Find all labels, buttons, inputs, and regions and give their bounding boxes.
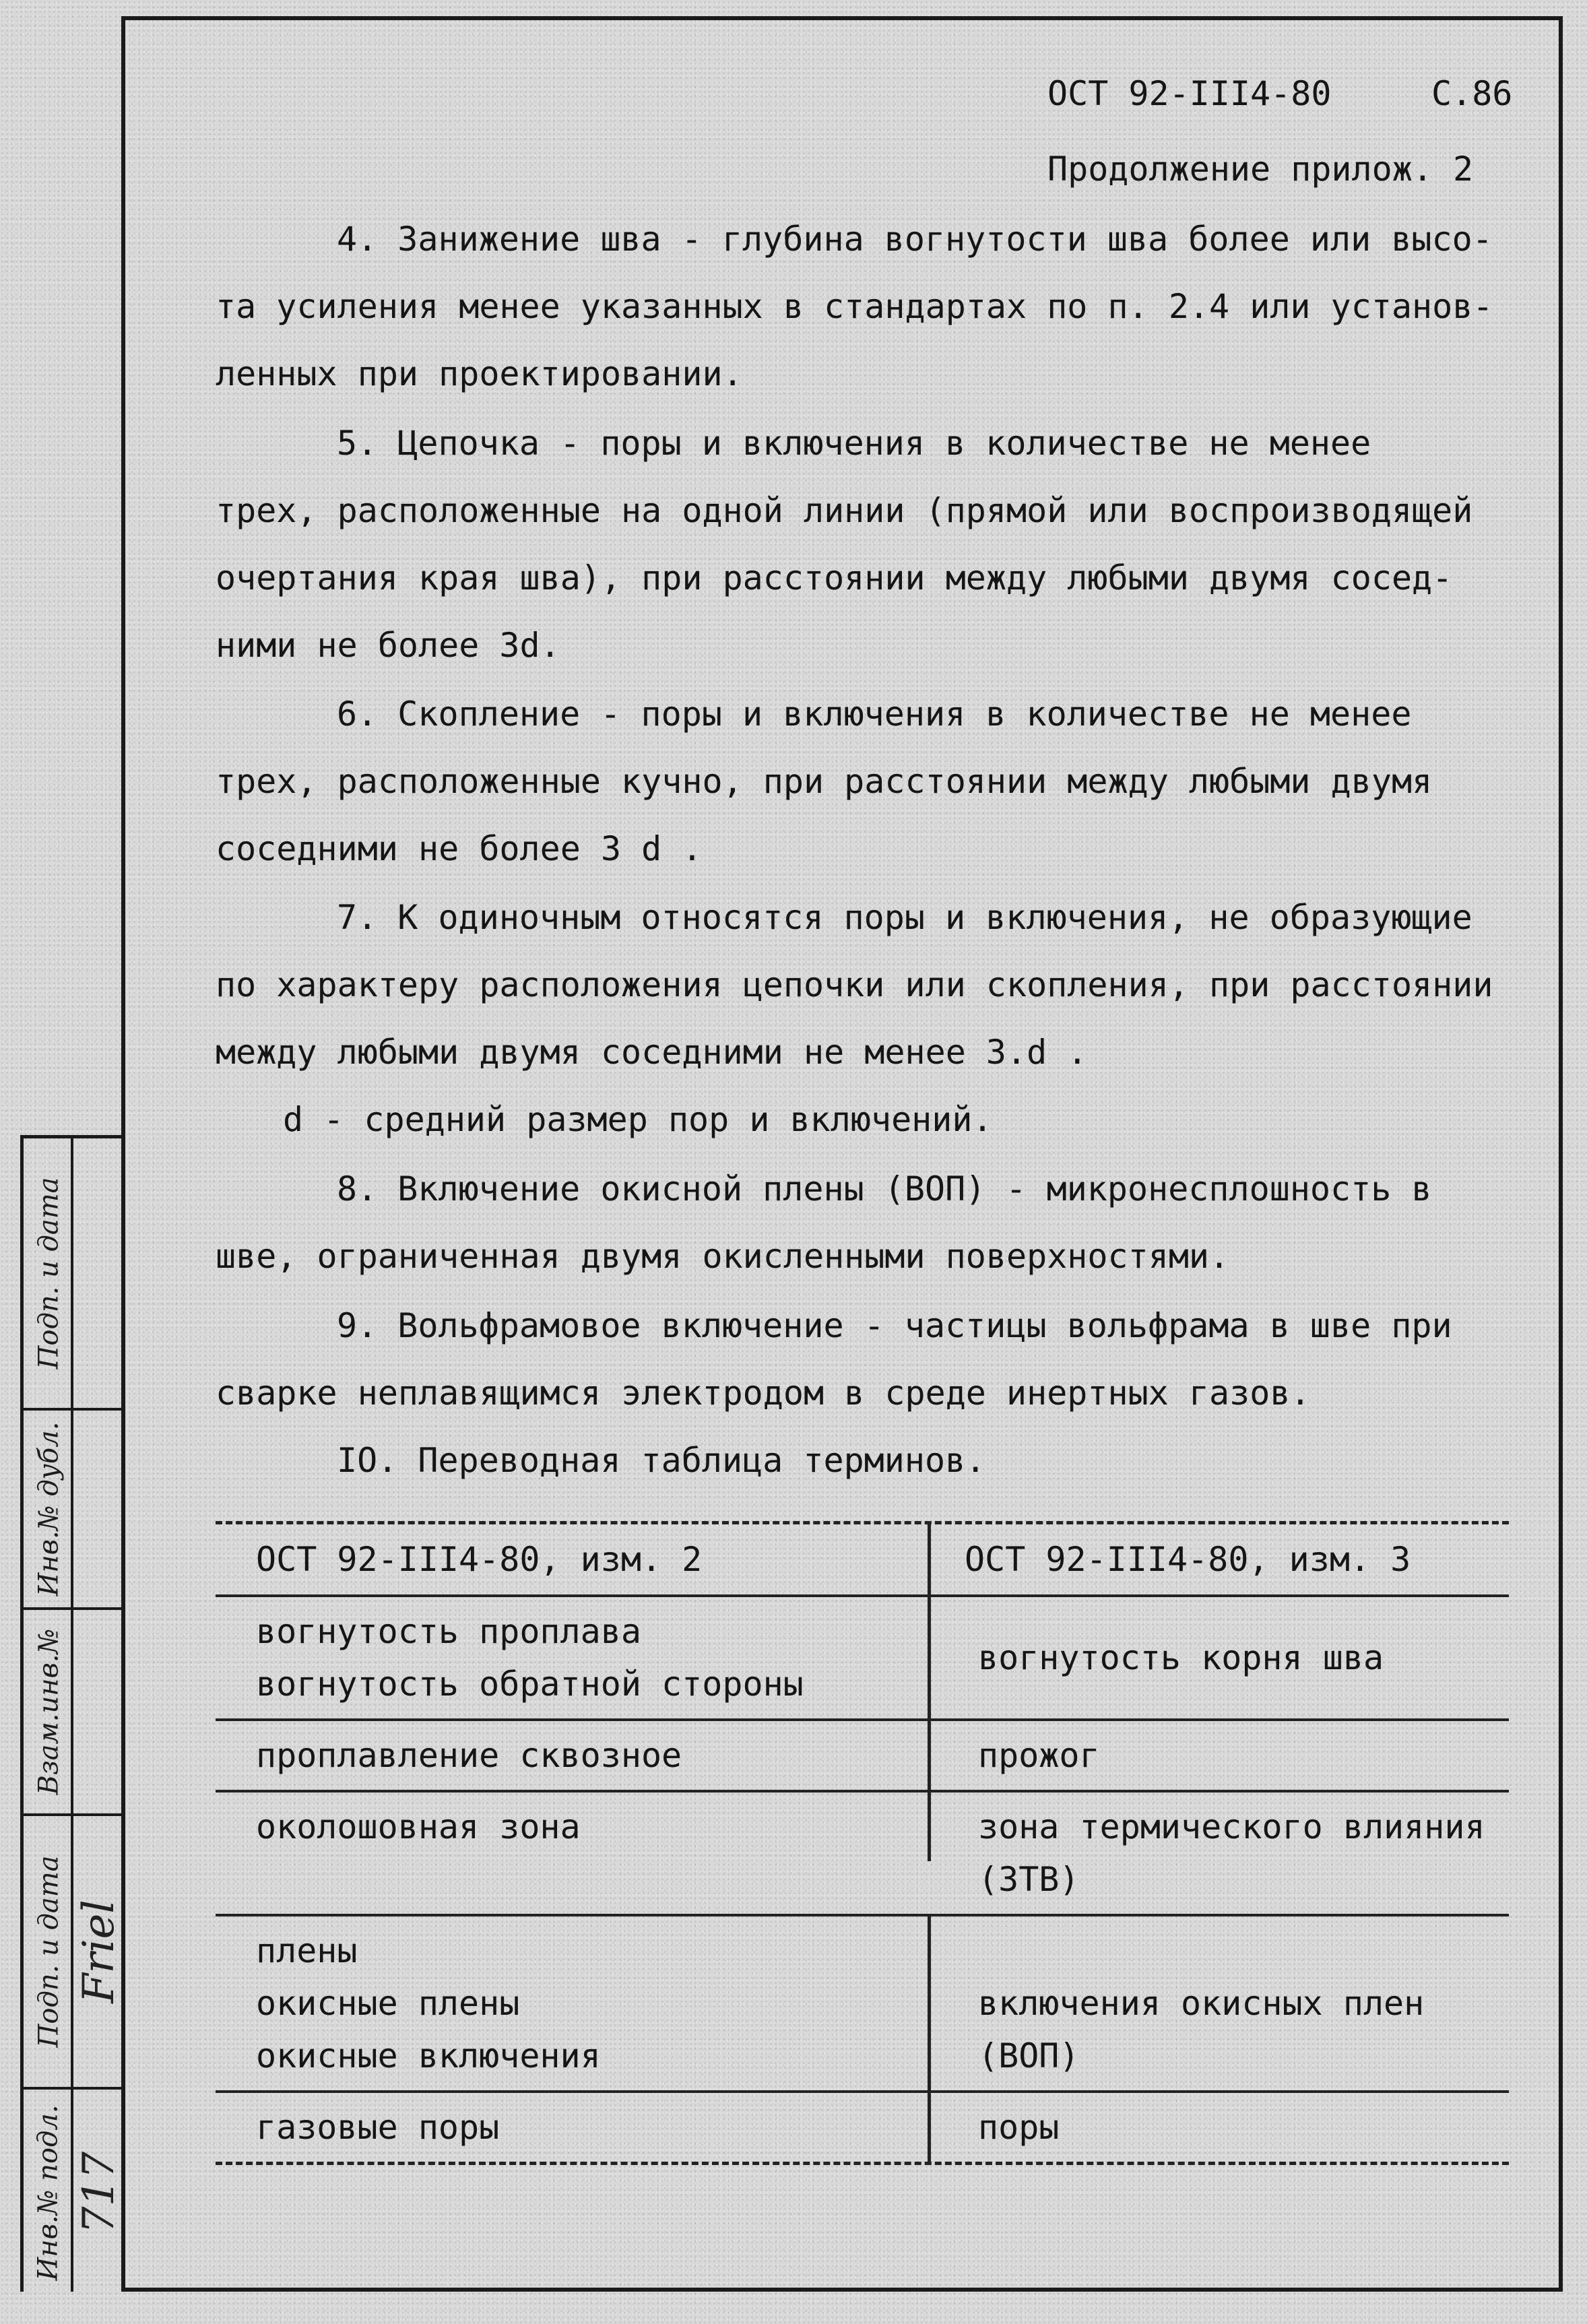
text-line: по характеру расположения цепочки или скопления, при расстоянии — [216, 965, 1493, 1004]
table-row — [216, 1597, 1509, 1721]
text-line: IO. Переводная таблица терминов. — [337, 1441, 986, 1480]
table-row — [216, 1721, 1509, 1793]
paragraph-10 — [216, 1427, 1529, 1494]
table-cell — [216, 1597, 931, 1718]
paragraph-7 — [216, 884, 1529, 1086]
cell-line: (ВОП) — [978, 2036, 1080, 2075]
table-header-row — [216, 1524, 1509, 1597]
text-line: d - средний размер пор и включений. — [283, 1100, 993, 1139]
cell-line: проплавление сквозное — [256, 1736, 682, 1775]
cell-line: поры — [978, 2108, 1060, 2147]
paragraph-5 — [216, 410, 1529, 679]
d-definition — [216, 1086, 1529, 1153]
paragraph-8 — [216, 1155, 1529, 1290]
table-cell — [216, 1793, 931, 1861]
table-cell — [216, 1721, 931, 1790]
text-line: 6. Скопление - поры и включения в количестве не менее — [337, 695, 1412, 734]
cell-line: включения окисных плен — [978, 1984, 1425, 2023]
margin-stamp-box — [20, 1135, 124, 2292]
text-line: соседними не более 3 d . — [216, 829, 703, 868]
cell-line: плены — [256, 1931, 358, 1970]
paragraph-4 — [216, 205, 1529, 408]
margin-handwriting: Friel — [74, 1900, 124, 2003]
table-cell — [931, 1721, 1509, 1790]
text-line: сварке неплавящимся электродом в среде инертных газов. — [216, 1374, 1311, 1413]
table-cell — [931, 2093, 1509, 2162]
text-line: ними не более 3d. — [216, 626, 560, 665]
margin-handwriting: 717 — [74, 2151, 124, 2234]
cell-line: вогнутость обратной стороны — [256, 1665, 804, 1704]
margin-field-signature-date-2 — [24, 1816, 125, 2090]
cell-line: газовые поры — [256, 2108, 500, 2147]
table-cell — [931, 1793, 1509, 1914]
cell-line: околошовная зона — [256, 1807, 581, 1846]
margin-field-signature-date — [24, 1138, 125, 1411]
paragraph-9 — [216, 1292, 1529, 1427]
margin-field-replacement-inventory — [24, 1610, 125, 1816]
table-cell — [931, 1916, 1509, 2090]
table-row — [216, 1916, 1509, 2093]
paragraph-6 — [216, 680, 1529, 882]
text-line: трех, расположенные кучно, при расстоянии между любыми двумя — [216, 762, 1433, 801]
margin-label: Инв.№ дубл. — [33, 1421, 65, 1596]
text-line: между любыми двумя соседними не менее 3.d . — [216, 1033, 1088, 1072]
document-code: ОСТ 92-III4-80 — [1047, 74, 1332, 113]
text-line: очертания края шва), при расстоянии между любыми двумя сосед- — [216, 558, 1453, 598]
terms-translation-table — [216, 1521, 1509, 2165]
text-line: трех, расположенные на одной линии (прямой или воспроизводящей — [216, 491, 1473, 530]
text-line: 9. Вольфрамовое включение - частицы вольфрама в шве при — [337, 1306, 1452, 1345]
margin-field-original-inventory — [24, 2090, 125, 2295]
margin-label: Взам.инв.№ — [33, 1628, 64, 1795]
text-line: 5. Цепочка - поры и включения в количестве не менее — [337, 424, 1371, 463]
text-line: 8. Включение окисной плены (ВОП) - микронесплошность в — [337, 1169, 1432, 1208]
cell-line: (ЗТВ) — [978, 1860, 1080, 1899]
table-cell — [216, 2093, 931, 2162]
table-cell — [931, 1597, 1509, 1718]
text-line: 7. К одиночным относятся поры и включения, не образующие — [337, 898, 1472, 937]
table-header-cell: ОСТ 92-III4-80, изм. 2 — [216, 1524, 931, 1594]
cell-line: окисные плены — [256, 1984, 520, 2023]
margin-field-dup-inventory — [24, 1411, 125, 1610]
text-line: шве, ограниченная двумя окисленными поверхностями. — [216, 1237, 1230, 1276]
cell-line: вогнутость проплава — [256, 1612, 641, 1651]
table-row — [216, 1793, 1509, 1916]
page-number: С.86 — [1431, 74, 1513, 113]
table-row — [216, 2093, 1509, 2162]
margin-label: Подп. и дата — [33, 1855, 64, 2048]
text-line: 4. Занижение шва - глубина вогнутости шва более или высо- — [337, 220, 1493, 259]
text-line: ленных при проектировании. — [216, 354, 743, 393]
text-line: та усиления менее указанных в стандартах по п. 2.4 или установ- — [216, 287, 1493, 326]
table-header-cell: ОСТ 92-III4-80, изм. 3 — [965, 1540, 1411, 1579]
cell-line: окисные включения — [256, 2036, 601, 2075]
table-cell — [216, 1916, 931, 2090]
cell-line: вогнутость корня шва — [978, 1638, 1384, 1677]
appendix-continuation: Продолжение прилож. 2 — [1047, 150, 1474, 189]
cell-line: зона термического влияния — [978, 1807, 1485, 1846]
margin-label: Инв.№ подл. — [33, 2104, 65, 2281]
cell-line: прожог — [978, 1736, 1100, 1775]
margin-label: Подп. и дата — [33, 1177, 64, 1369]
